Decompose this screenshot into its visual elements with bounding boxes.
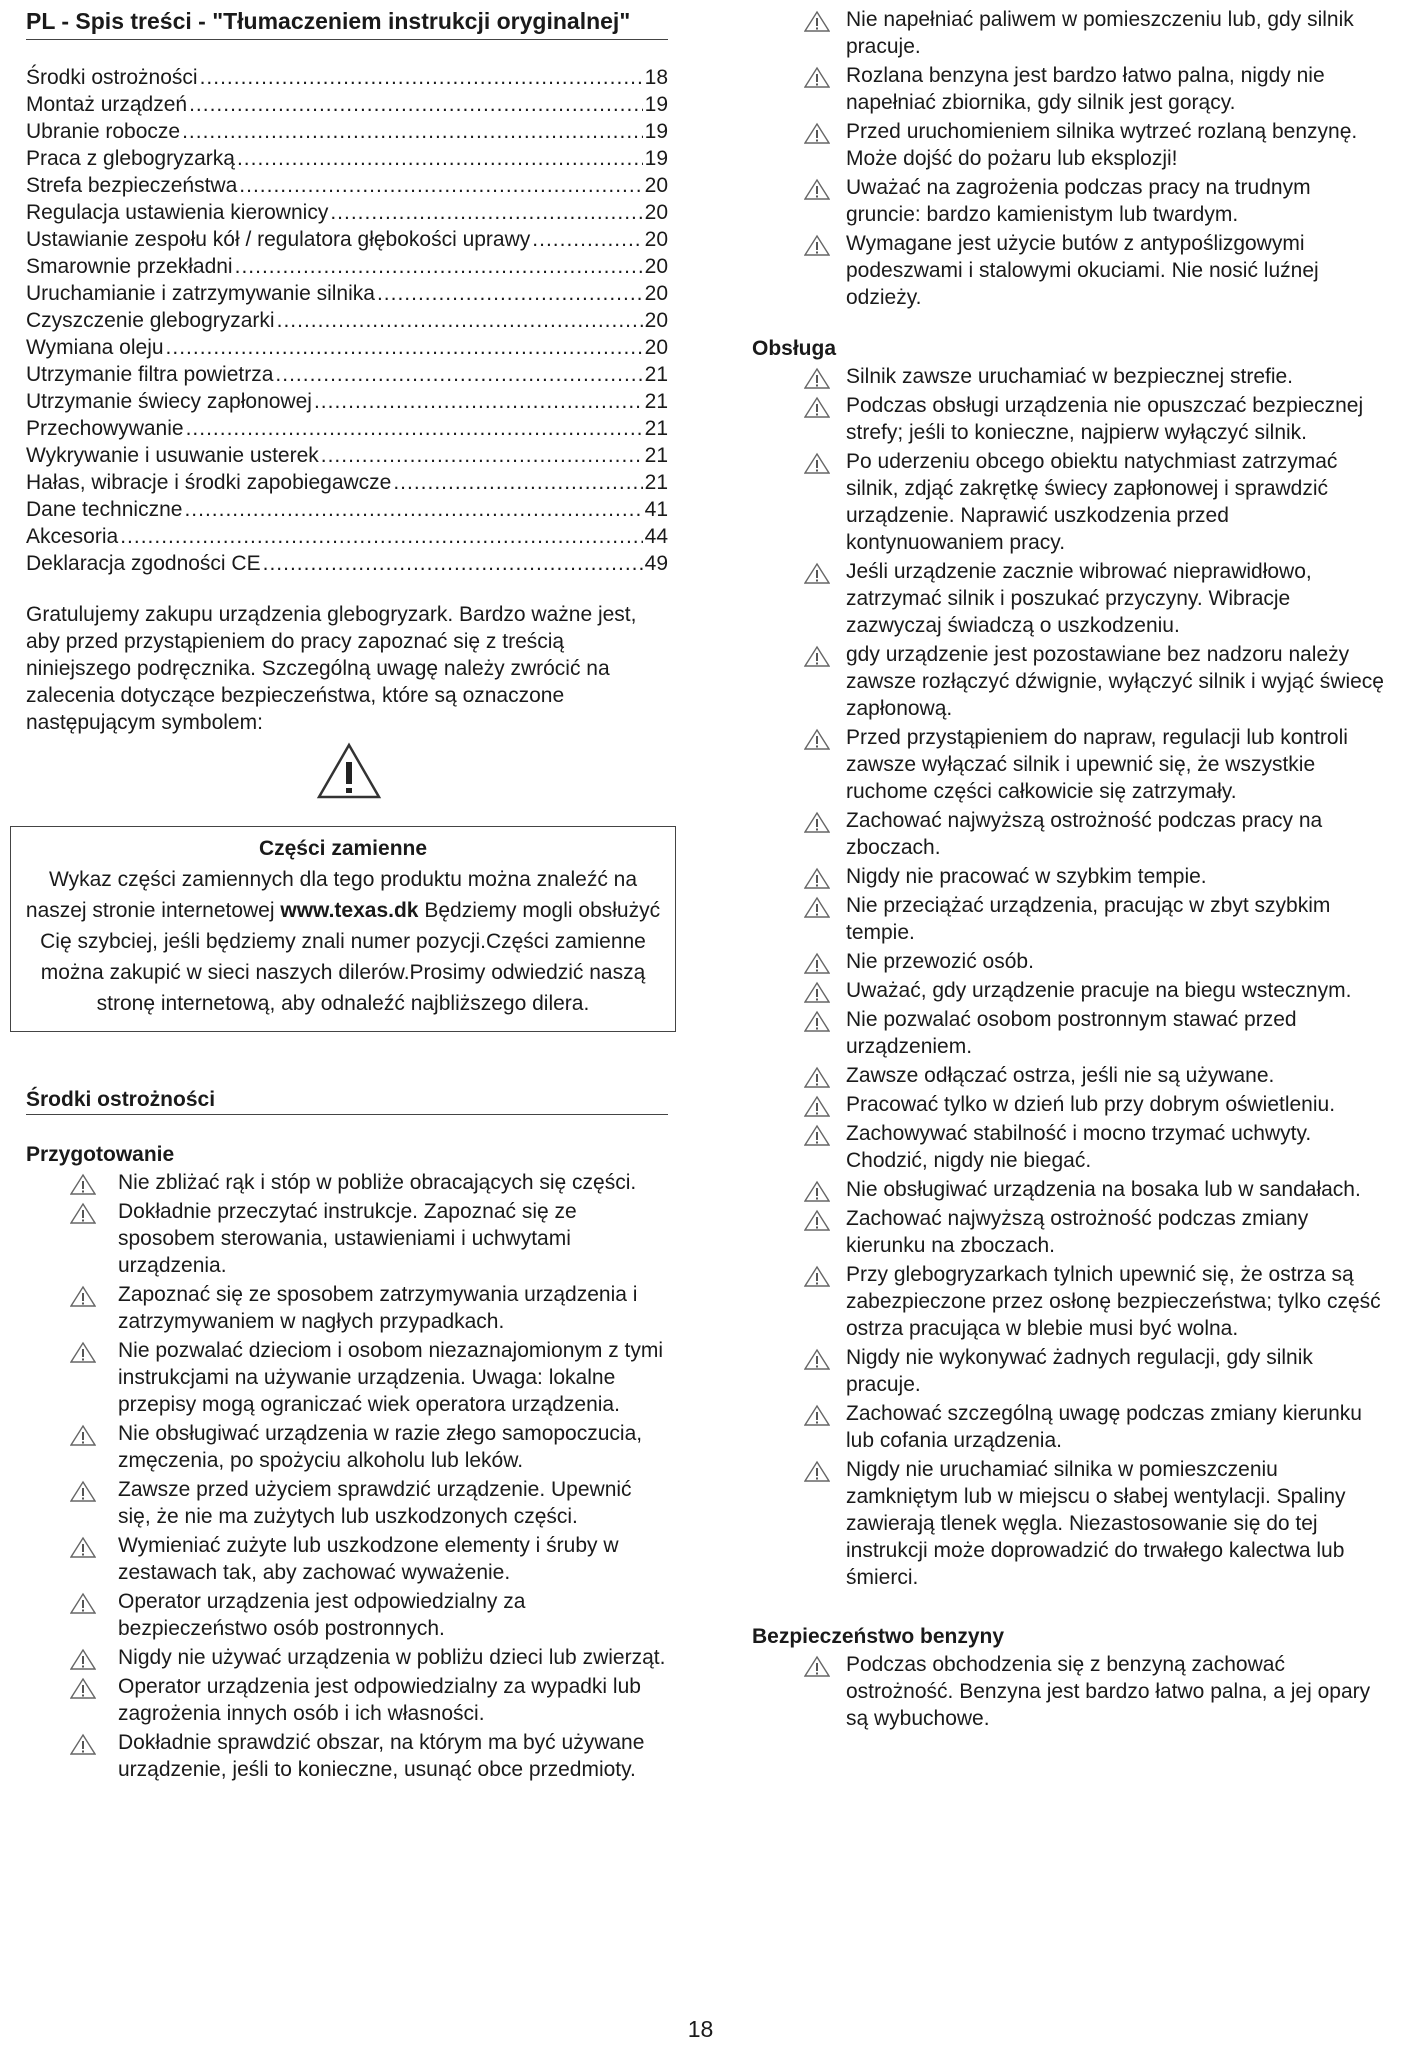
intro-paragraph: Gratulujemy zakupu urządzenia glebogryzark. Bardzo ważne jest, aby przed przystąpieniem do pracy zapoznać się z treścią niniejszego podręcznika. Szczególną uwagę należy zwrócić na zalecenia dotyczące bezpieczeństwa, które są oznaczone następującym symbolem: — [26, 603, 637, 734]
warning-text: Zachować najwyższą ostrożność podczas pracy na zboczach. — [846, 809, 1323, 859]
toc-entry[interactable] — [26, 361, 668, 388]
warning-text: Nigdy nie wykonywać żadnych regulacji, gdy silnik pracuje. — [846, 1346, 1313, 1396]
toc-entry-page: 41 — [644, 498, 668, 521]
warning-item — [26, 1169, 668, 1196]
warning-item — [26, 1281, 668, 1335]
toc-leader-dots — [189, 91, 643, 118]
warning-triangle-icon — [70, 1677, 96, 1699]
warning-triangle-icon — [70, 1341, 96, 1363]
toc-entry-title: Deklaracja zgodności CE — [26, 552, 261, 575]
warning-triangle-icon — [804, 1124, 830, 1146]
warning-item — [752, 1400, 1390, 1454]
table-of-contents — [26, 64, 668, 577]
warning-item — [752, 863, 1390, 890]
toc-entry-page: 20 — [644, 282, 668, 305]
warning-item — [26, 1337, 668, 1418]
warning-item — [752, 948, 1390, 975]
warning-text: Zawsze odłączać ostrza, jeśli nie są używane. — [846, 1064, 1275, 1087]
toc-entry-title: Hałas, wibracje i środki zapobiegawcze — [26, 471, 392, 494]
warning-text: Nigdy nie uruchamiać silnika w pomieszczeniu zamkniętym lub w miejscu o słabej wentylacji. Spaliny zawierają tlenek węgla. Niezastosowanie się do tej instrukcji może doprowadzić do trwałego kalectwa lub śmierci. — [846, 1458, 1346, 1589]
toc-entry-page: 20 — [644, 228, 668, 251]
warning-text: Nie przewozić osób. — [846, 950, 1034, 973]
toc-entry-page: 21 — [644, 444, 668, 467]
left-column — [26, 0, 668, 1783]
warning-text: Nigdy nie pracować w szybkim tempie. — [846, 865, 1207, 888]
toc-leader-dots — [377, 280, 643, 307]
toc-entry-title: Praca z glebogryzarką — [26, 147, 235, 170]
warning-item — [752, 118, 1390, 172]
website-link[interactable]: www.texas.dk — [280, 899, 419, 922]
toc-leader-dots — [532, 226, 642, 253]
toc-entry[interactable] — [26, 388, 668, 415]
toc-entry[interactable] — [26, 442, 668, 469]
toc-leader-dots — [393, 469, 642, 496]
warning-triangle-icon — [804, 952, 830, 974]
warning-text: Podczas obsługi urządzenia nie opuszczać bezpiecznej strefy; jeśli to konieczne, najpierw wyłączyć silnik. — [846, 394, 1364, 444]
warning-item — [752, 807, 1390, 861]
toc-entry-title: Regulacja ustawienia kierownicy — [26, 201, 329, 224]
warning-text: Zachować szczególną uwagę podczas zmiany kierunku lub cofania urządzenia. — [846, 1402, 1362, 1452]
toc-leader-dots — [182, 118, 643, 145]
warning-item — [752, 977, 1390, 1004]
toc-leader-dots — [235, 253, 643, 280]
toc-entry[interactable] — [26, 415, 668, 442]
warning-item — [752, 174, 1390, 228]
warning-text: Podczas obchodzenia się z benzyną zachować ostrożność. Benzyna jest bardzo łatwo palna, a jej opary są wybuchowe. — [846, 1653, 1371, 1730]
spare-parts-title: Części zamienne — [258, 837, 428, 860]
warning-triangle-icon — [804, 122, 830, 144]
toc-entry[interactable] — [26, 550, 668, 577]
page-number: 18 — [687, 2016, 714, 2042]
toc-leader-dots — [186, 415, 643, 442]
warning-text: Nie zbliżać rąk i stóp w pobliże obracających się części. — [118, 1171, 637, 1194]
warning-item — [752, 1120, 1390, 1174]
toc-entry-page: 44 — [644, 525, 668, 548]
warning-triangle-icon — [804, 1265, 830, 1287]
toc-entry-page: 21 — [644, 417, 668, 440]
warning-text: Przed przystąpieniem do napraw, regulacji lub kontroli zawsze wyłączać silnik i upewnić się, że wszystkie ruchome części całkowicie się zatrzymały. — [846, 726, 1348, 803]
warning-item — [752, 6, 1390, 60]
warning-text: Dokładnie sprawdzić obszar, na którym ma być używane urządzenie, jeśli to konieczne, usunąć obce przedmioty. — [118, 1731, 645, 1781]
toc-entry-page: 19 — [644, 147, 668, 170]
toc-leader-dots — [277, 307, 643, 334]
toc-entry-title: Montaż urządzeń — [26, 93, 188, 116]
toc-entry-title: Przechowywanie — [26, 417, 184, 440]
toc-entry[interactable] — [26, 334, 668, 361]
warning-text: Po uderzeniu obcego obiektu natychmiast zatrzymać silnik, zdjąć zakrętkę świecy zapłonowej i sprawdzić urządzenie. Naprawić uszkodzenia przed kontynuowaniem pracy. — [846, 450, 1338, 554]
toc-leader-dots — [184, 496, 642, 523]
warning-triangle-icon — [804, 896, 830, 918]
safety-section-title: Środki ostrożności — [26, 1088, 668, 1115]
toc-entry-page: 19 — [644, 93, 668, 116]
fuel-safety-title: Bezpieczeństwo benzyny — [752, 1625, 1005, 1648]
warning-triangle-icon — [804, 234, 830, 256]
warning-item — [26, 1673, 668, 1727]
toc-entry-title: Wykrywanie i usuwanie usterek — [26, 444, 319, 467]
warning-item — [752, 448, 1390, 556]
warning-triangle-icon — [70, 1424, 96, 1446]
warning-text: Nie napełniać paliwem w pomieszczeniu lub, gdy silnik pracuje. — [846, 8, 1354, 58]
warning-triangle-icon — [804, 1066, 830, 1088]
warning-triangle-icon — [804, 1180, 830, 1202]
toc-entry-title: Czyszczenie glebogryzarki — [26, 309, 275, 332]
toc-entry-title: Uruchamianie i zatrzymywanie silnika — [26, 282, 375, 305]
warning-triangle-icon — [804, 1095, 830, 1117]
warning-text: Rozlana benzyna jest bardzo łatwo palna, nigdy nie napełniać zbiornika, gdy silnik jest gorący. — [846, 64, 1325, 114]
toc-entry[interactable] — [26, 226, 668, 253]
warning-triangle-icon — [70, 1285, 96, 1307]
operation-title: Obsługa — [752, 337, 837, 360]
fuel-safety-list — [752, 1651, 1390, 1732]
warning-item — [752, 1651, 1390, 1732]
warning-item — [752, 1176, 1390, 1203]
preparation-list — [26, 1169, 668, 1783]
warning-text: Jeśli urządzenie zacznie wibrować nieprawidłowo, zatrzymać silnik i poszukać przyczyny. Wibracje zazwyczaj świadczą o uszkodzeniu. — [846, 560, 1312, 637]
warning-item — [26, 1729, 668, 1783]
warning-triangle-icon — [804, 562, 830, 584]
warning-triangle-icon — [804, 396, 830, 418]
warning-item — [752, 1062, 1390, 1089]
toc-entry-title: Ustawianie zespołu kół / regulatora głębokości uprawy — [26, 228, 531, 251]
page-title: PL - Spis treści - "Tłumaczeniem instrukcji oryginalnej" — [26, 8, 668, 40]
warning-triangle-icon — [804, 811, 830, 833]
toc-entry[interactable] — [26, 307, 668, 334]
warning-item — [752, 724, 1390, 805]
warning-item — [26, 1532, 668, 1586]
warning-triangle-icon — [804, 1348, 830, 1370]
warning-text: Wymagane jest użycie butów z antypoślizgowymi podeszwami i stalowymi okuciami. Nie nosić luźnej odzieży. — [846, 232, 1319, 309]
toc-leader-dots — [330, 199, 642, 226]
toc-leader-dots — [200, 64, 643, 91]
warning-text: Dokładnie przeczytać instrukcje. Zapoznać się ze sposobem sterowania, ustawieniami i uchwytami urządzenia. — [118, 1200, 577, 1277]
toc-entry-title: Smarownie przekładni — [26, 255, 233, 278]
warning-triangle-icon — [70, 1202, 96, 1224]
toc-entry-page: 21 — [644, 471, 668, 494]
warning-item — [752, 1091, 1390, 1118]
warning-triangle-icon — [804, 1010, 830, 1032]
warning-item — [752, 1006, 1390, 1060]
warning-item — [26, 1476, 668, 1530]
warning-triangle-icon — [804, 728, 830, 750]
toc-entry-page: 20 — [644, 309, 668, 332]
warning-triangle-icon — [804, 1460, 830, 1482]
spare-parts-box — [10, 826, 676, 1032]
spare-parts-text-a: Wykaz części zamiennych dla tego produktu można znaleźć na naszej stronie internetowej — [25, 868, 638, 922]
toc-leader-dots — [120, 523, 642, 550]
warning-triangle-icon — [804, 1655, 830, 1677]
toc-leader-dots — [237, 145, 643, 172]
warning-triangle-icon — [70, 1592, 96, 1614]
warning-item — [26, 1588, 668, 1642]
warning-text: Operator urządzenia jest odpowiedzialny za wypadki lub zagrożenia innych osób i ich własności. — [118, 1675, 641, 1725]
toc-entry-title: Utrzymanie filtra powietrza — [26, 363, 274, 386]
warning-text: Zawsze przed użyciem sprawdzić urządzenie. Upewnić się, że nie ma zużytych lub uszkodzonych części. — [118, 1478, 632, 1528]
toc-entry-page: 20 — [644, 201, 668, 224]
warning-triangle-icon — [70, 1173, 96, 1195]
toc-entry-page: 20 — [644, 255, 668, 278]
toc-entry-page: 18 — [644, 66, 668, 89]
toc-entry-page: 20 — [644, 336, 668, 359]
warning-item — [26, 1198, 668, 1279]
toc-leader-dots — [321, 442, 643, 469]
warning-text: Nie przeciążać urządzenia, pracując w zbyt szybkim tempie. — [846, 894, 1331, 944]
warning-triangle-icon — [804, 178, 830, 200]
warning-triangle-icon — [70, 1536, 96, 1558]
toc-entry[interactable] — [26, 172, 668, 199]
warning-text: Silnik zawsze uruchamiać w bezpiecznej strefie. — [846, 365, 1294, 388]
toc-entry[interactable] — [26, 91, 668, 118]
toc-entry[interactable] — [26, 280, 668, 307]
toc-entry[interactable] — [26, 145, 668, 172]
warning-triangle-icon — [804, 367, 830, 389]
toc-leader-dots — [275, 361, 642, 388]
warning-text: Nie pozwalać osobom postronnym stawać przed urządzeniem. — [846, 1008, 1297, 1058]
warning-item — [752, 1456, 1390, 1591]
right-column — [752, 0, 1390, 1732]
warning-item — [26, 1420, 668, 1474]
toc-leader-dots — [263, 550, 643, 577]
warning-text: Zachowywać stabilność i mocno trzymać uchwyty. Chodzić, nigdy nie biegać. — [846, 1122, 1312, 1172]
toc-entry-page: 21 — [644, 363, 668, 386]
toc-entry-page: 20 — [644, 174, 668, 197]
warning-item — [752, 62, 1390, 116]
warning-triangle-icon — [804, 645, 830, 667]
warning-triangle-icon — [70, 1648, 96, 1670]
warning-triangle-icon — [804, 981, 830, 1003]
toc-leader-dots — [314, 388, 643, 415]
warning-triangle-icon — [804, 452, 830, 474]
warning-item — [752, 1261, 1390, 1342]
warning-item — [752, 363, 1390, 390]
warning-text: gdy urządzenie jest pozostawiane bez nadzoru należy zawsze rozłączyć dźwignie, wyłączyć silnik i wyjąć świecę zapłonową. — [846, 643, 1384, 720]
warning-text: Nie obsługiwać urządzenia w razie złego samopoczucia, zmęczenia, po spożyciu alkoholu lub leków. — [118, 1422, 643, 1472]
warning-item — [752, 230, 1390, 311]
toc-leader-dots — [239, 172, 642, 199]
warning-triangle-icon — [804, 867, 830, 889]
toc-entry-title: Środki ostrożności — [26, 66, 198, 89]
warning-item — [752, 558, 1390, 639]
warning-text: Wymieniać zużyte lub uszkodzone elementy i śruby w zestawach tak, aby zachować wyważenie. — [118, 1534, 619, 1584]
preparation-title: Przygotowanie — [26, 1143, 175, 1166]
toc-entry[interactable] — [26, 118, 668, 145]
warning-text: Zapoznać się ze sposobem zatrzymywania urządzenia i zatrzymywaniem w nagłych przypadkach. — [118, 1283, 638, 1333]
warning-text: Przed uruchomieniem silnika wytrzeć rozlaną benzynę. Może dojść do pożaru lub eksplozji! — [846, 120, 1358, 170]
toc-entry-title: Utrzymanie świecy zapłonowej — [26, 390, 312, 413]
toc-entry-title: Wymiana oleju — [26, 336, 164, 359]
operation-list — [752, 363, 1390, 1591]
warning-triangle-icon — [70, 1480, 96, 1502]
warning-text: Uważać, gdy urządzenie pracuje na biegu wstecznym. — [846, 979, 1352, 1002]
warning-text: Zachować najwyższą ostrożność podczas zmiany kierunku na zboczach. — [846, 1207, 1309, 1257]
toc-entry-title: Strefa bezpieczeństwa — [26, 174, 238, 197]
toc-entry-title: Ubranie robocze — [26, 120, 181, 143]
warning-triangle-icon — [804, 1209, 830, 1231]
warning-item — [752, 392, 1390, 446]
warning-item — [752, 1344, 1390, 1398]
warning-item — [752, 1205, 1390, 1259]
spare-parts-text-b: Będziemy mogli obsłużyć Cię szybciej, jeśli będziemy znali numer pozycji.Części zamienne można zakupić w sieci naszych dilerów.Prosimy odwiedzić naszą stronę internetową, aby odnaleźć najbliższego dilera. — [40, 899, 661, 1015]
toc-entry[interactable] — [26, 199, 668, 226]
toc-entry-page: 49 — [644, 552, 668, 575]
toc-entry[interactable] — [26, 496, 668, 523]
warning-item — [752, 892, 1390, 946]
warning-text: Nie pozwalać dzieciom i osobom niezaznajomionym z tymi instrukcjami na używanie urządzenia. Uwaga: lokalne przepisy mogą ograniczać wiek operatora urządzenia. — [118, 1339, 664, 1416]
spare-parts-text — [19, 864, 667, 1019]
toc-entry-title: Akcesoria — [26, 525, 119, 548]
toc-entry[interactable] — [26, 469, 668, 496]
toc-entry[interactable] — [26, 64, 668, 91]
toc-leader-dots — [166, 334, 643, 361]
toc-entry-title: Dane techniczne — [26, 498, 183, 521]
warning-triangle-icon — [804, 66, 830, 88]
warning-text: Pracować tylko w dzień lub przy dobrym oświetleniu. — [846, 1093, 1336, 1116]
warning-text: Nigdy nie używać urządzenia w pobliżu dzieci lub zwierząt. — [118, 1646, 666, 1669]
warning-item — [26, 1644, 668, 1671]
toc-entry[interactable] — [26, 253, 668, 280]
warning-triangle-icon — [804, 1404, 830, 1426]
warning-text: Nie obsługiwać urządzenia na bosaka lub w sandałach. — [846, 1178, 1361, 1201]
toc-entry-page: 21 — [644, 390, 668, 413]
toc-entry-page: 19 — [644, 120, 668, 143]
warning-text: Przy glebogryzarkach tylnich upewnić się, że ostrza są zabezpieczone przez osłonę bezpieczeństwa; tylko część ostrza pracująca w blebie musi być wolna. — [846, 1263, 1381, 1340]
warning-item — [752, 641, 1390, 722]
warning-text: Operator urządzenia jest odpowiedzialny za bezpieczeństwo osób postronnych. — [118, 1590, 526, 1640]
warning-triangle-icon — [70, 1733, 96, 1755]
warning-triangle-icon — [316, 742, 382, 800]
warning-triangle-icon — [804, 10, 830, 32]
toc-entry[interactable] — [26, 523, 668, 550]
warning-text: Uważać na zagrożenia podczas pracy na trudnym gruncie: bardzo kamienistym lub twardym. — [846, 176, 1311, 226]
fuel-handling-list — [752, 6, 1390, 311]
